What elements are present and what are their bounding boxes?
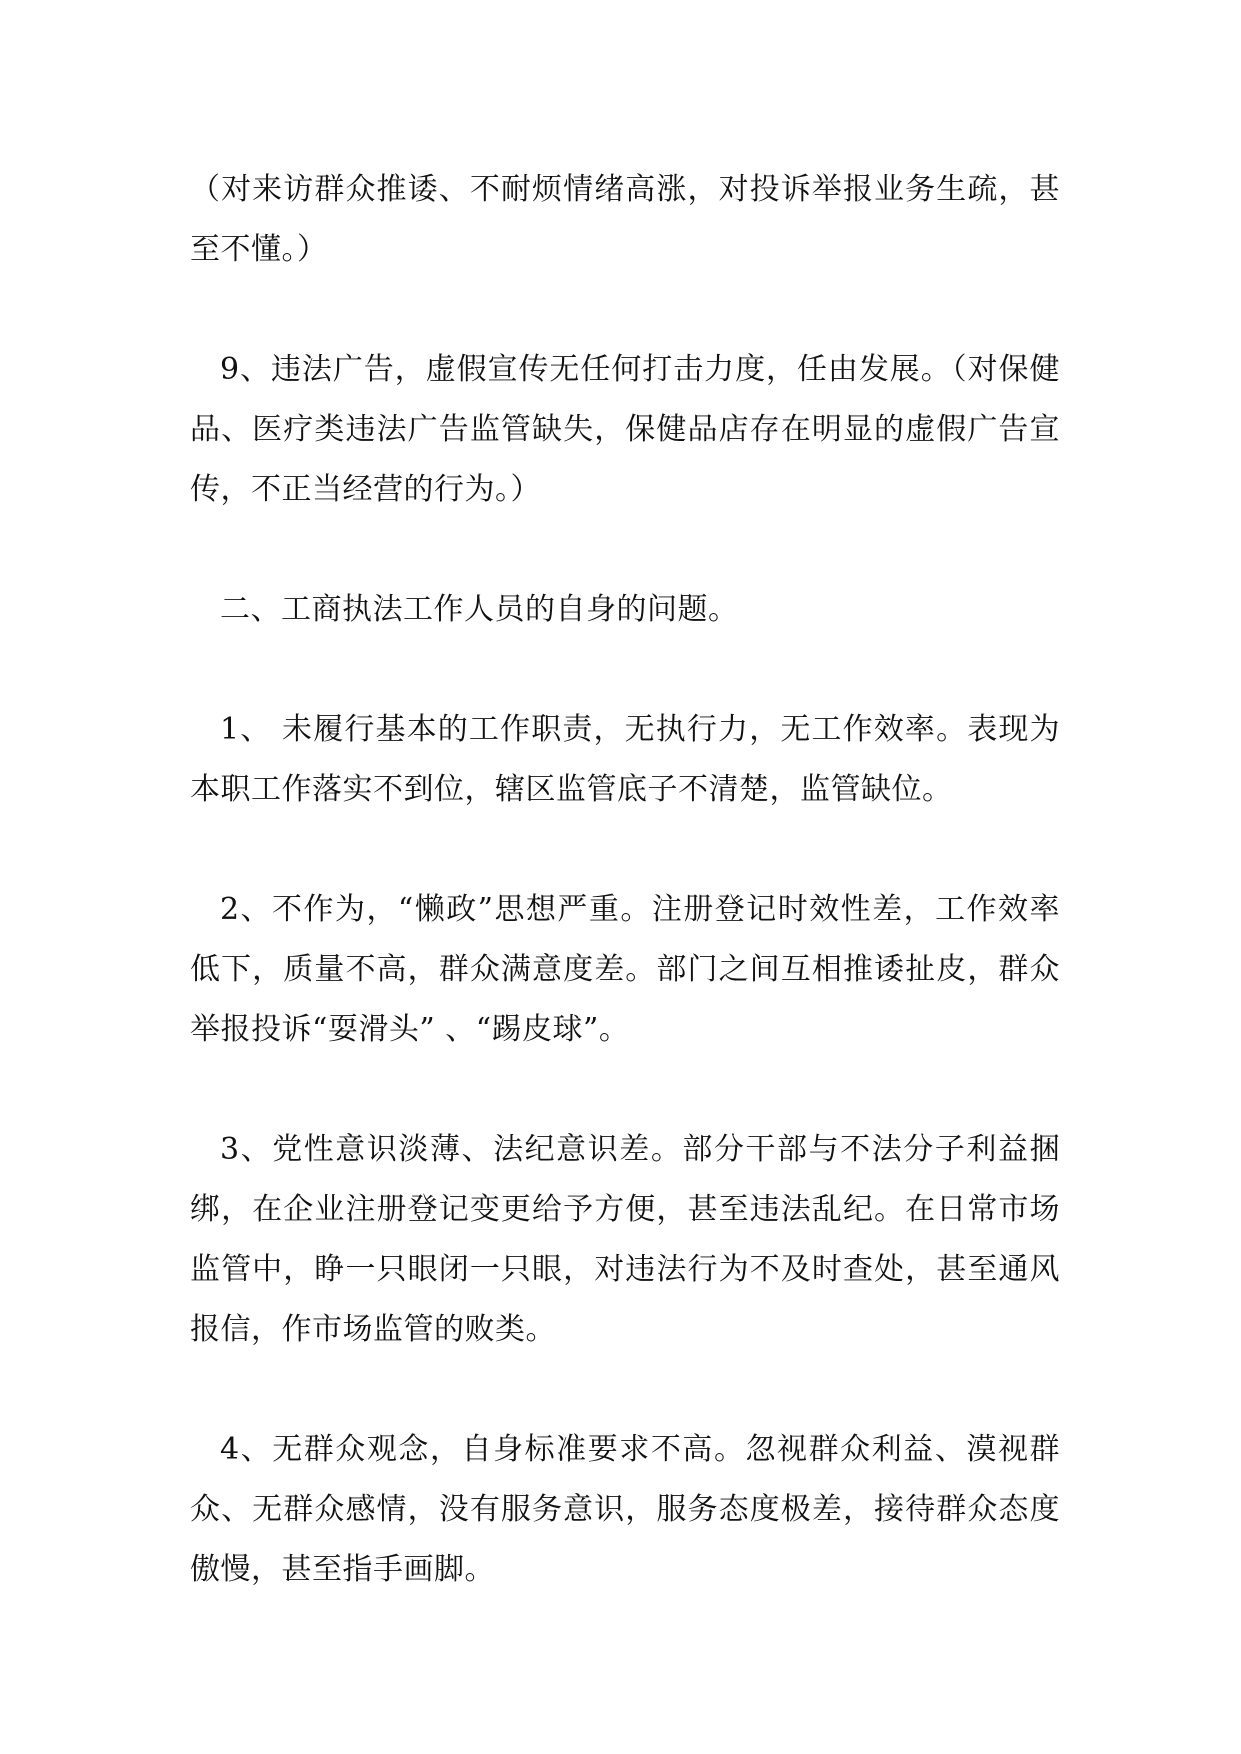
paragraph-gap bbox=[190, 280, 1060, 340]
paragraph-gap bbox=[190, 1360, 1060, 1420]
paragraph-continuation: （对来访群众推诿、不耐烦情绪高涨，对投诉举报业务生疏，甚至不懂。） bbox=[190, 172, 1060, 267]
section-heading: 二、工商执法工作人员的自身的问题。 bbox=[220, 592, 739, 627]
paragraph-item-9: 9、违法广告，虚假宣传无任何打击力度，任由发展。（对保健品、医疗类违法广告监管缺失，保健品店存在明显的虚假广告宣传，不正当经营的行为。） bbox=[190, 352, 1060, 507]
paragraph-item-2: 2、不作为，“懒政”思想严重。注册登记时效性差，工作效率低下，质量不高，群众满意度差。部门之间互相推诿扯皮，群众举报投诉“耍滑头” 、“踢皮球”。 bbox=[190, 892, 1060, 1047]
paragraph-gap bbox=[190, 820, 1060, 880]
paragraph-gap bbox=[190, 1060, 1060, 1120]
paragraph-gap bbox=[190, 520, 1060, 580]
document-page bbox=[190, 160, 1060, 1600]
paragraph-item-3: 3、党性意识淡薄、法纪意识差。部分干部与不法分子利益捆绑，在企业注册登记变更给予方便，甚至违法乱纪。在日常市场监管中，睁一只眼闭一只眼，对违法行为不及时查处，甚至通风报信，作市场监管的败类。 bbox=[190, 1132, 1060, 1347]
paragraph-gap bbox=[190, 640, 1060, 700]
paragraph-item-4: 4、无群众观念，自身标准要求不高。忽视群众利益、漠视群众、无群众感情，没有服务意识，服务态度极差，接待群众态度傲慢，甚至指手画脚。 bbox=[190, 1432, 1060, 1587]
paragraph-item-1: 1、 未履行基本的工作职责，无执行力，无工作效率。表现为本职工作落实不到位，辖区监管底子不清楚，监管缺位。 bbox=[190, 712, 1060, 807]
